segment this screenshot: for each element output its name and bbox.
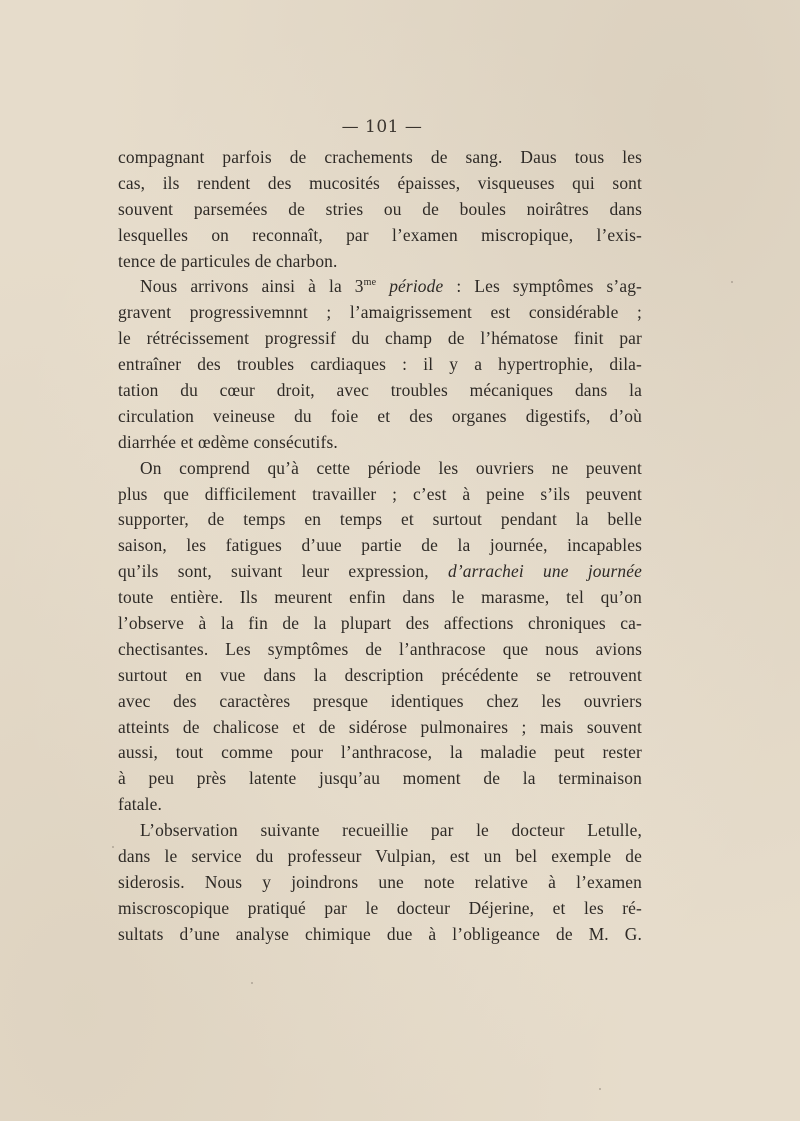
text-segment: atteints de chalicose et de sidérose pulmonaires ; mais souvent xyxy=(118,716,642,737)
paper-speck xyxy=(599,1088,601,1090)
text-segment: avec des caractères presque identiques chez les ouvriers xyxy=(118,690,642,711)
text-line xyxy=(118,482,642,508)
text-line xyxy=(118,456,642,482)
text-segment: L’observation suivante recueillie par le docteur Letulle, xyxy=(140,820,642,841)
text-line xyxy=(118,922,642,948)
text-line xyxy=(118,740,642,766)
text-line xyxy=(118,611,642,637)
text-segment: aussi, tout comme pour l’anthracose, la maladie peut rester xyxy=(118,742,642,763)
text-segment: toute entière. Ils meurent enfin dans le marasme, tel qu’on xyxy=(118,587,642,608)
text-line xyxy=(118,430,642,456)
text-line xyxy=(118,766,642,792)
text-line xyxy=(118,870,642,896)
text-line xyxy=(118,585,642,611)
text-segment: entraîner des troubles cardiaques : il y a hypertrophie, dila- xyxy=(118,354,642,375)
text-segment: gravent progressivemnnt ; l’amaigrissement est considérable ; xyxy=(118,302,642,323)
text-line xyxy=(118,145,642,171)
text-segment: compagnant parfois de crachements de sang. Daus tous les xyxy=(118,147,642,167)
text-segment: lesquelles on reconnaît, par l’examen miscropique, l’exis- xyxy=(118,224,642,245)
text-segment: l’observe à la fin de la plupart des affections chroniques ca- xyxy=(118,613,642,634)
text-segment: tation du cœur droit, avec troubles mécaniques dans la xyxy=(118,380,642,401)
text-segment: siderosis. Nous y joindrons une note relative à l’examen xyxy=(118,871,642,892)
text-line xyxy=(118,533,642,559)
text-segment: cas, ils rendent des mucosités épaisses, visqueuses qui sont xyxy=(118,172,642,193)
text-line xyxy=(118,559,642,585)
text-segment xyxy=(376,276,389,296)
text-segment: le rétrécissement progressif du champ de l’hématose finit par xyxy=(118,328,642,349)
text-segment: fatale. xyxy=(118,794,163,815)
text-line xyxy=(118,223,642,249)
text-line xyxy=(118,274,642,300)
text-line xyxy=(118,352,642,378)
text-segment: miscroscopique pratiqué par le docteur Déjerine, et les ré- xyxy=(118,897,642,918)
text-segment: qu’ils sont, suivant leur expression, xyxy=(118,561,448,582)
body-text xyxy=(118,145,642,948)
text-segment: : Les symptômes s’ag- xyxy=(443,276,642,297)
italic-text: période xyxy=(389,276,444,297)
paper-speck xyxy=(251,982,253,984)
paper-speck xyxy=(112,846,114,848)
text-line xyxy=(118,249,642,275)
page-number: — 101 — xyxy=(341,117,423,137)
text-segment: tence de particules de charbon. xyxy=(118,250,338,271)
text-segment: dans le service du professeur Vulpian, est un bel exemple de xyxy=(118,846,642,867)
text-segment: circulation veineuse du foie et des organes digestifs, d’où xyxy=(118,405,642,426)
text-line xyxy=(118,896,642,922)
text-line xyxy=(118,792,642,818)
text-segment: saison, les fatigues d’uue partie de la journée, incapables xyxy=(118,535,642,556)
text-segment: souvent parsemées de stries ou de boules noirâtres dans xyxy=(118,198,642,219)
text-line xyxy=(118,844,642,870)
text-segment: Nous arrivons ainsi à la 3 xyxy=(140,276,364,297)
text-line xyxy=(118,818,642,844)
text-segment: On comprend qu’à cette période les ouvriers ne peuvent xyxy=(140,457,642,478)
text-line xyxy=(118,507,642,533)
text-segment: chectisantes. Les symptômes de l’anthracose que nous avions xyxy=(118,638,642,659)
superscript: me xyxy=(363,277,377,289)
text-segment: plus que difficilement travailler ; c’est à peine s’ils peuvent xyxy=(118,483,642,504)
text-line xyxy=(118,689,642,715)
text-segment: supporter, de temps en temps et surtout pendant la belle xyxy=(118,509,642,530)
text-line xyxy=(118,300,642,326)
paper-speck xyxy=(731,281,733,283)
text-line xyxy=(118,715,642,741)
text-line xyxy=(118,326,642,352)
text-line xyxy=(118,404,642,430)
text-line xyxy=(118,197,642,223)
text-line xyxy=(118,663,642,689)
text-segment: sultats d’une analyse chimique due à l’obligeance de M. G. xyxy=(118,923,642,944)
text-line xyxy=(118,637,642,663)
text-line xyxy=(118,171,642,197)
text-line xyxy=(118,378,642,404)
text-segment: à peu près latente jusqu’au moment de la terminaison xyxy=(118,768,642,789)
text-segment: diarrhée et œdème consécutifs. xyxy=(118,431,338,452)
text-segment: surtout en vue dans la description précédente se retrouvent xyxy=(118,664,642,685)
italic-text: d’arrachei une journée xyxy=(447,561,643,582)
